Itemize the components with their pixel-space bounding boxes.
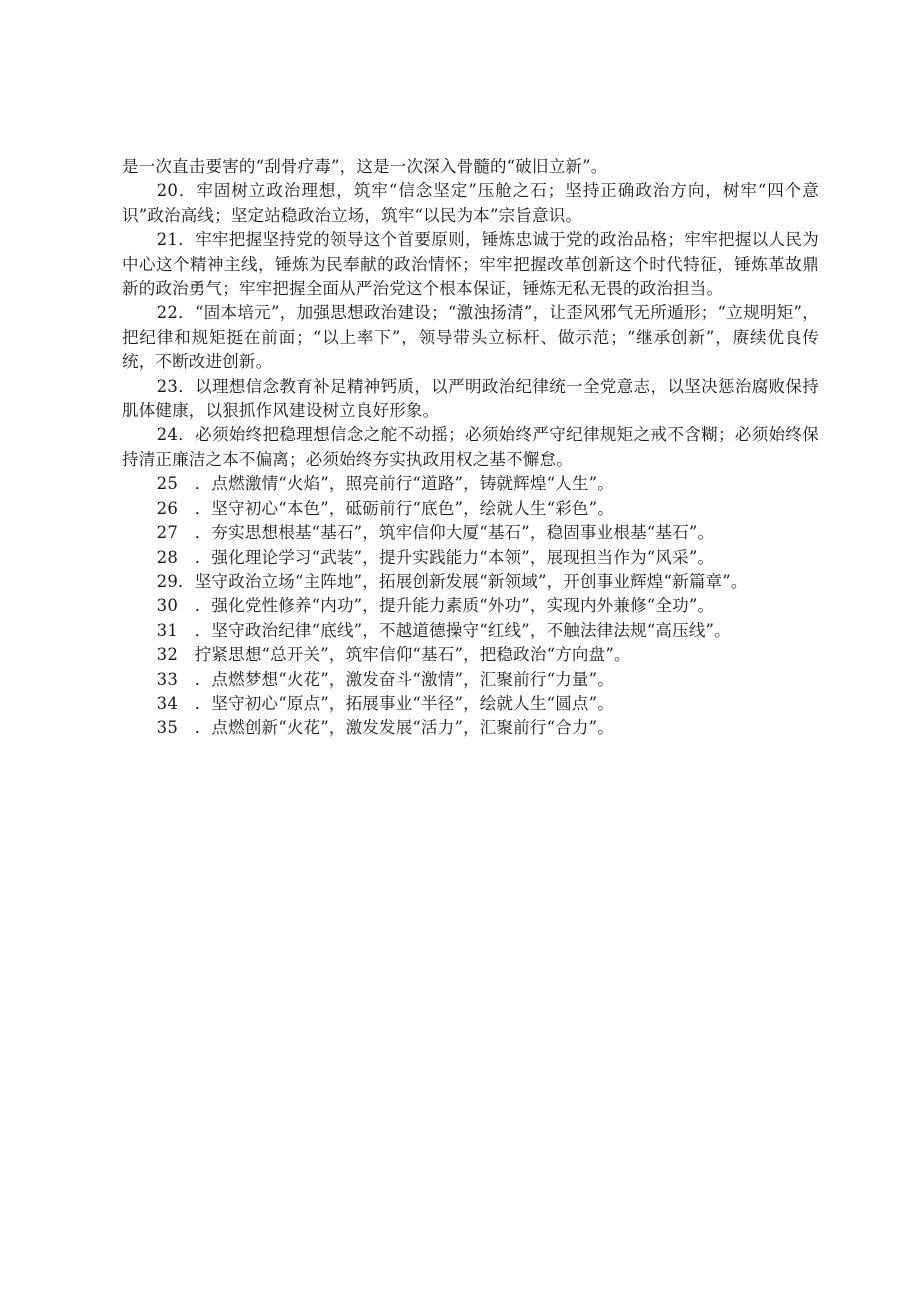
paragraph: 33 ．点燃梦想“火花”，激发奋斗“激情”，汇聚前行“力量”。 xyxy=(156,669,614,689)
paragraph: 23．以理想信念教育补足精神钙质，以严明政治纪律统一全党意志，以坚决惩治腐败保持肌体健康，以狠抓作风建设树立良好形象。 xyxy=(122,376,819,421)
paragraph: 29．坚守政治立场“主阵地”，拓展创新发展“新领域”，开创事业辉煌“新篇章”。 xyxy=(156,571,748,591)
paragraph: 32 拧紧思想“总开关”，筑牢信仰“基石”，把稳政治“方向盘”。 xyxy=(156,645,631,665)
paragraph: 30 ．强化党性修养“内功”，提升能力素质“外功”，实现内外兼修“全功”。 xyxy=(156,596,715,616)
paragraph: 是一次直击要害的“刮骨疗毒”，这是一次深入骨髓的“破旧立新”。 xyxy=(122,157,608,176)
document-body xyxy=(122,155,819,741)
paragraph: 26 ．坚守初心“本色”，砥砺前行“底色”，绘就人生“彩色”。 xyxy=(156,498,614,518)
paragraph: 25 ．点燃激情“火焰”，照亮前行“道路”，铸就辉煌“人生”。 xyxy=(156,474,614,494)
paragraph: 31 ．坚守政治纪律“底线”，不越道德操守“红线”，不触法律法规“高压线”。 xyxy=(156,620,731,640)
paragraph: 22．“固本培元”，加强思想政治建设；“激浊扬清”，让歪风邪气无所遁形；“立规明矩”，把纪律和规矩挺在前面；“以上率下”，领导带头立标杆、做示范；“继承创新”，赓续优良传统，不断改进创新。 xyxy=(122,303,819,372)
paragraph: 24．必须始终把稳理想信念之舵不动摇；必须始终严守纪律规矩之戒不含糊；必须始终保持清正廉洁之本不偏离；必须始终夯实执政用权之基不懈怠。 xyxy=(122,425,819,469)
paragraph: 34 ．坚守初心“原点”，拓展事业“半径”，绘就人生“圆点”。 xyxy=(156,693,614,713)
paragraph: 28 ．强化理论学习“武装”，提升实践能力“本领”，展现担当作为“风采”。 xyxy=(156,547,715,567)
paragraph: 35 ．点燃创新“火花”，激发发展“活力”，汇聚前行“合力”。 xyxy=(156,718,614,738)
paragraph: 20．牢固树立政治理想，筑牢“信念坚定”压舱之石；坚持正确政治方向，树牢“四个意识”政治高线；坚定站稳政治立场，筑牢“以民为本”宗旨意识。 xyxy=(122,181,819,225)
paragraph: 21．牢牢把握坚持党的领导这个首要原则，锤炼忠诚于党的政治品格；牢牢把握以人民为中心这个精神主线，锤炼为民奉献的政治情怀；牢牢把握改革创新这个时代特征，锤炼革故鼎新的政治勇气；牢牢把握全面从严治党这个根本保证，锤炼无私无畏的政治担当。 xyxy=(122,230,819,299)
paragraph: 27 ．夯实思想根基“基石”，筑牢信仰大厦“基石”，稳固事业根基“基石”。 xyxy=(156,523,715,543)
